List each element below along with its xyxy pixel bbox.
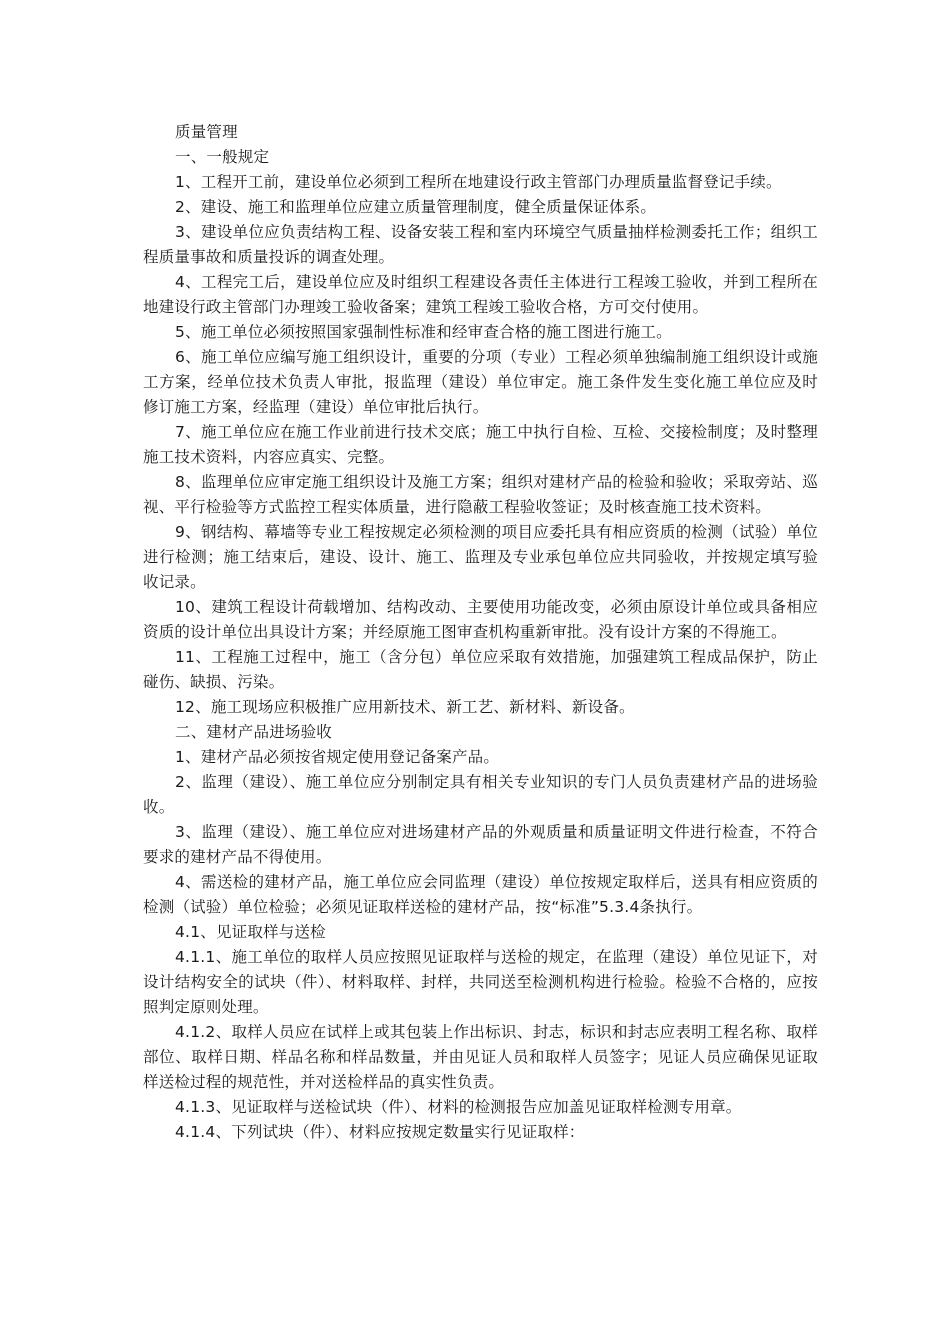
paragraph: 4.1.2、取样人员应在试样上或其包装上作出标识、封志，标识和封志应表明工程名称、取样部位、取样日期、样品名称和样品数量，并由见证人员和取样人员签字；见证人员应确保见证取样送检过程的规范性，并对送检样品的真实性负责。	[143, 1023, 818, 1091]
paragraph: 9、钢结构、幕墙等专业工程按规定必须检测的项目应委托具有相应资质的检测（试验）单位进行检测；施工结束后，建设、设计、施工、监理及专业承包单位应共同验收，并按规定填写验收记录。	[143, 523, 818, 591]
paragraph: 1、建材产品必须按省规定使用登记备案产品。	[175, 748, 500, 766]
paragraph: 5、施工单位必须按照国家强制性标准和经审查合格的施工图进行施工。	[175, 323, 672, 341]
paragraph: 8、监理单位应审定施工组织设计及施工方案；组织对建材产品的检验和验收；采取旁站、巡视、平行检验等方式监控工程实体质量，进行隐蔽工程验收签证；及时核查施工技术资料。	[143, 473, 818, 516]
paragraph: 7、施工单位应在施工作业前进行技术交底；施工中执行自检、互检、交接检制度；及时整理施工技术资料，内容应真实、完整。	[143, 423, 818, 466]
paragraph: 3、监理（建设）、施工单位应对进场建材产品的外观质量和质量证明文件进行检查，不符合要求的建材产品不得使用。	[143, 823, 818, 866]
paragraph: 3、建设单位应负责结构工程、设备安装工程和室内环境空气质量抽样检测委托工作；组织工程质量事故和质量投诉的调查处理。	[143, 223, 818, 266]
paragraph: 4、工程完工后，建设单位应及时组织工程建设各责任主体进行工程竣工验收，并到工程所在地建设行政主管部门办理竣工验收备案；建筑工程竣工验收合格，方可交付使用。	[143, 273, 818, 316]
paragraph: 11、工程施工过程中，施工（含分包）单位应采取有效措施，加强建筑工程成品保护，防止碰伤、缺损、污染。	[143, 648, 818, 691]
subsection-heading: 4.1、见证取样与送检	[175, 923, 326, 941]
paragraph: 12、施工现场应积极推广应用新技术、新工艺、新材料、新设备。	[175, 698, 635, 716]
paragraph: 4、需送检的建材产品，施工单位应会同监理（建设）单位按规定取样后，送具有相应资质的检测（试验）单位检验；必须见证取样送检的建材产品，按“标准”5.3.4条执行。	[143, 873, 818, 916]
paragraph: 4.1.3、见证取样与送检试块（件）、材料的检测报告应加盖见证取样检测专用章。	[175, 1098, 742, 1116]
paragraph: 2、建设、施工和监理单位应建立质量管理制度，健全质量保证体系。	[175, 198, 657, 216]
paragraph: 6、施工单位应编写施工组织设计，重要的分项（专业）工程必须单独编制施工组织设计或施工方案，经单位技术负责人审批，报监理（建设）单位审定。施工条件发生变化施工单位应及时修订施工方案，经监理（建设）单位审批后执行。	[143, 348, 818, 416]
document-title: 质量管理	[175, 123, 238, 141]
paragraph: 4.1.1、施工单位的取样人员应按照见证取样与送检的规定，在监理（建设）单位见证下，对设计结构安全的试块（件）、材料取样、封样，共同送至检测机构进行检验。检验不合格的，应按照判定原则处理。	[143, 948, 818, 1016]
paragraph: 4.1.4、下列试块（件）、材料应按规定数量实行见证取样：	[175, 1123, 585, 1141]
paragraph: 10、建筑工程设计荷载增加、结构改动、主要使用功能改变，必须由原设计单位或具备相应资质的设计单位出具设计方案；并经原施工图审查机构重新审批。没有设计方案的不得施工。	[143, 598, 818, 641]
paragraph: 1、工程开工前，建设单位必须到工程所在地建设行政主管部门办理质量监督登记手续。	[175, 173, 782, 191]
section-heading-materials: 二、建材产品进场验收	[175, 723, 333, 741]
document-body	[143, 120, 818, 1145]
section-heading-general: 一、一般规定	[175, 148, 270, 166]
paragraph: 2、监理（建设）、施工单位应分别制定具有相关专业知识的专门人员负责建材产品的进场验收。	[143, 773, 818, 816]
